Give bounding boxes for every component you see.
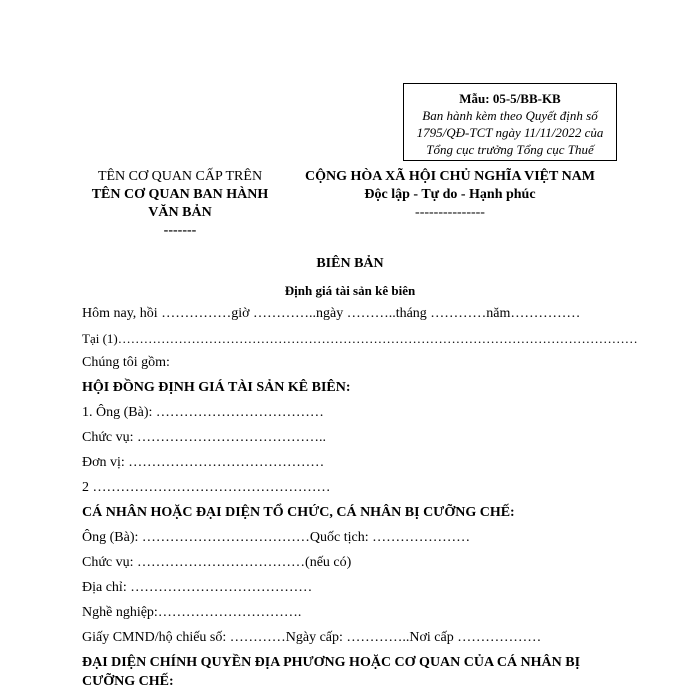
council-member-unit: Đơn vị: …………………………………… (82, 455, 325, 470)
enforced-person-address: Địa chỉ: ………………………………… (82, 580, 313, 595)
date-line: Hôm nay, hồi ……………giờ …………..ngày ………..tháng …………năm…………… (82, 306, 581, 321)
council-member-2: 2 …………………………………………… (82, 480, 331, 495)
form-code-box (403, 83, 617, 161)
issuing-agency-line-1: TÊN CƠ QUAN BAN HÀNH (91, 187, 269, 202)
form-issuance-line-2: 1795/QĐ-TCT ngày 11/11/2022 của (416, 125, 604, 140)
document-subtitle: Định giá tài sản kê biên (284, 283, 416, 298)
national-header (290, 168, 610, 222)
enforced-person-id: Giấy CMND/hộ chiếu số: …………Ngày cấp: …………..Nơi cấp ……………… (82, 630, 542, 645)
council-heading: HỘI ĐỒNG ĐỊNH GIÁ TÀI SẢN KÊ BIÊN: (82, 380, 351, 395)
local-authority-heading-line-1: ĐẠI DIỆN CHÍNH QUYỀN ĐỊA PHƯƠNG HOẶC CƠ QUAN CỦA CÁ NHÂN BỊ (82, 655, 581, 670)
form-issuance-line-3: Tổng cục trưởng Tổng cục Thuế (426, 142, 594, 157)
local-authority-heading-line-2: CƯỠNG CHẾ: (82, 674, 174, 689)
document-title: BIÊN BẢN (316, 256, 384, 271)
agency-divider: ------- (163, 223, 197, 238)
council-member-1: 1. Ông (Bà): ……………………………… (82, 405, 324, 420)
form-code: Mẫu: 05-5/BB-KB (459, 91, 561, 106)
national-divider: --------------- (415, 205, 485, 220)
superior-agency: TÊN CƠ QUAN CẤP TRÊN (97, 169, 263, 184)
issuing-agency-line-2: VĂN BẢN (148, 205, 212, 220)
enforced-person-occupation: Nghề nghiệp:…………………………. (82, 605, 302, 620)
national-name: CỘNG HÒA XÃ HỘI CHỦ NGHĨA VIỆT NAM (304, 169, 595, 184)
form-issuance-line-1: Ban hành kèm theo Quyết định số (422, 108, 598, 123)
enforced-person-name: Ông (Bà): ………………………………Quốc tịch: ………………… (82, 530, 471, 545)
place-line: Tại (1)………………………………………………………………………………………………………… (82, 331, 638, 346)
enforced-party-heading: CÁ NHÂN HOẶC ĐẠI DIỆN TỔ CHỨC, CÁ NHÂN BỊ CƯỠNG CHẾ: (82, 505, 515, 520)
national-motto: Độc lập - Tự do - Hạnh phúc (364, 187, 536, 202)
agency-header (80, 168, 280, 240)
enforced-person-position: Chức vụ: ………………………………(nếu có) (82, 555, 352, 570)
council-member-position: Chức vụ: ………………………………….. (82, 430, 327, 445)
attendees-intro: Chúng tôi gồm: (82, 355, 170, 370)
